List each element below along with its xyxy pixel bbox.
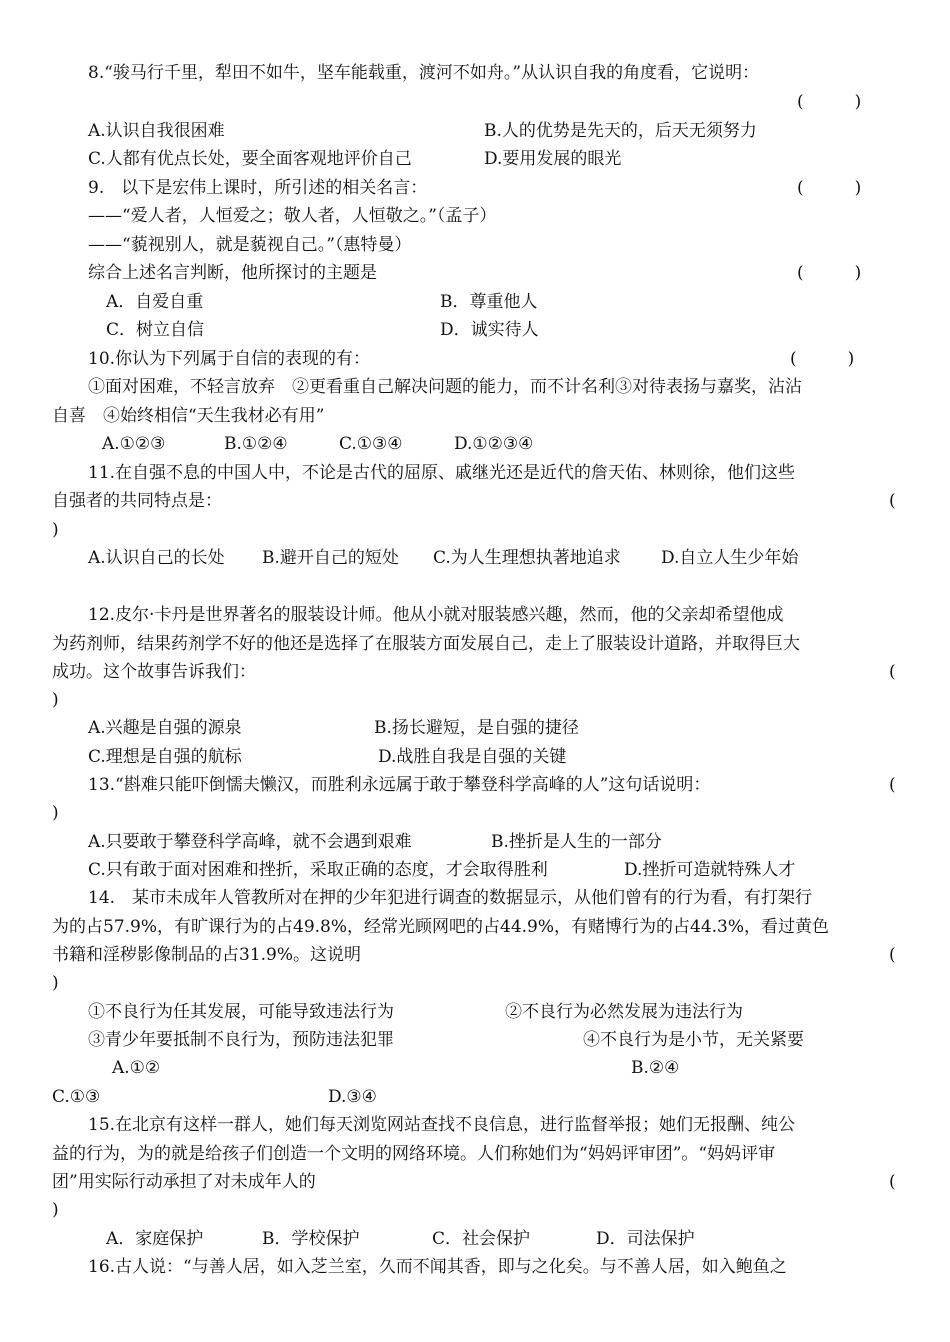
q10-option-d: D.①②③④	[454, 434, 534, 454]
q13-option-d: D.挫折可造就特殊人才	[624, 860, 796, 880]
q12-paren-open: (	[889, 662, 896, 682]
q16-stem: 16.古人说：“与善人居，如入芝兰室，久而不闻其香，即与之化矣。与不善人居，如入鲍鱼之	[88, 1257, 787, 1277]
q9-stem: 9. 以下是宏伟上课时，所引述的相关名言：	[88, 178, 428, 198]
q11-stem-line-1: 11.在自强不息的中国人中，不论是古代的屈原、戚继光还是近代的詹天佑、林则徐，他们这些	[88, 463, 796, 483]
q14-option-c: C.①③	[52, 1087, 101, 1107]
q15-stem-line-3: 团”用实际行动承担了对未成年人的	[52, 1172, 316, 1192]
q11-paren-open: (	[889, 491, 896, 511]
q11-option-d: D.自立人生少年始	[661, 548, 799, 568]
q15-paren-close: )	[52, 1200, 59, 1220]
q12-option-b: B.扬长避短，是自强的捷径	[374, 718, 579, 738]
q12-option-d: D.战胜自我是自强的关键	[378, 747, 567, 767]
q14-paren-close: )	[52, 973, 59, 993]
q11-stem-line-2: 自强者的共同特点是：	[52, 491, 222, 511]
q13-stem: 13.“斟难只能吓倒懦夫懒汉，而胜利永远属于敢于攀登科学高峰的人”这句话说明：	[88, 775, 711, 795]
q14-stem-line-1: 14. 某市未成年人管教所对在押的少年犯进行调查的数据显示，从他们曾有的行为看，有打架行	[88, 888, 813, 908]
q15-stem-line-1: 15.在北京有这样一群人，她们每天浏览网站查找不良信息，进行监督举报；她们无报酬、纯公	[88, 1115, 796, 1135]
q8-option-d: D.要用发展的眼光	[484, 149, 622, 169]
q14-stem-line-3: 书籍和淫秽影像制品的占31.9%。这说明	[52, 945, 362, 965]
q9-quote-2: ——“藐视别人，就是藐视自己。”（惠特曼）	[88, 235, 412, 255]
q10-option-a: A.①②③	[102, 434, 166, 454]
q12-option-a: A.兴趣是自强的源泉	[88, 718, 242, 738]
q9-quote-1: ——“爱人者，人恒爱之；敬人者，人恒敬之。”（孟子）	[88, 206, 497, 226]
q15-option-d: D．司法保护	[596, 1229, 695, 1249]
q12-paren-close: )	[52, 690, 59, 710]
q12-stem-line-2: 为药剂师，结果药剂学不好的他还是选择了在服装方面发展自己，走上了服装设计道路，并取得巨大	[52, 634, 800, 654]
q14-option-d: D.③④	[328, 1087, 377, 1107]
q12-stem-line-3: 成功。这个故事告诉我们：	[52, 662, 256, 682]
q14-stem-line-2: 为的占57.9%，有旷课行为的占49.8%，经常光顾网吧的占44.9%，有赌博行为的占44.3%，看过黄色	[52, 917, 830, 937]
q10-answer-paren: ( )	[790, 349, 855, 369]
q11-paren-close: )	[52, 520, 59, 540]
q8-stem: 8.“骏马行千里，犁田不如牛，坚车能载重，渡河不如舟。”从认识自我的角度看，它说明：	[88, 63, 760, 83]
q13-option-b: B.挫折是人生的一部分	[491, 832, 662, 852]
q9-answer-paren: ( )	[797, 178, 862, 198]
q13-paren-open: (	[889, 775, 896, 795]
q14-paren-open: (	[889, 945, 896, 965]
q14-statement-4: ④不良行为是小节，无关紧要	[583, 1030, 804, 1050]
q10-option-b: B.①②④	[224, 434, 288, 454]
q15-option-a: A．家庭保护	[106, 1229, 204, 1249]
q9-option-d: D．诚实待人	[440, 320, 539, 340]
q12-stem-line-1: 12.皮尔·卡丹是世界著名的服装设计师。他从小就对服装感兴趣，然而，他的父亲却希望他成	[88, 605, 784, 625]
q15-paren-open: (	[889, 1172, 896, 1192]
q12-option-c: C.理想是自强的航标	[88, 747, 242, 767]
q14-statement-1: ①不良行为任其发展，可能导致违法行为	[88, 1002, 394, 1022]
q10-statements-line-2: 自喜 ④始终相信“天生我材必有用”	[52, 406, 325, 426]
q11-option-c: C.为人生理想执著地追求	[433, 548, 621, 568]
q8-answer-paren: ( )	[797, 92, 862, 112]
q13-paren-close: )	[52, 803, 59, 823]
q14-option-b: B.②④	[631, 1058, 680, 1078]
q8-option-a: A.认识自我很困难	[88, 121, 225, 141]
q11-option-a: A.认识自己的长处	[88, 548, 225, 568]
q10-statements-line-1: ①面对困难，不轻言放弃 ②更看重自己解决问题的能力，而不计名利③对待表扬与嘉奖，沾沾	[88, 377, 802, 397]
q8-option-b: B.人的优势是先天的，后天无须努力	[484, 121, 757, 141]
q13-option-c: C.只有敢于面对困难和挫折，采取正确的态度，才会取得胜利	[88, 860, 548, 880]
q10-option-c: C.①③④	[339, 434, 403, 454]
q9-option-b: B．尊重他人	[440, 292, 538, 312]
q15-option-c: C．社会保护	[432, 1229, 531, 1249]
q15-option-b: B．学校保护	[262, 1229, 360, 1249]
q14-statement-2: ②不良行为必然发展为违法行为	[505, 1002, 743, 1022]
q9-answer-paren-2: ( )	[797, 263, 862, 283]
q10-stem: 10.你认为下列属于自信的表现的有：	[88, 349, 371, 369]
q11-option-b: B.避开自己的短处	[262, 548, 399, 568]
q15-stem-line-2: 益的行为，为的就是给孩子们创造一个文明的网络环境。人们称她们为“妈妈评审团”。“妈妈评审	[52, 1144, 776, 1164]
q14-statement-3: ③青少年要抵制不良行为，预防违法犯罪	[88, 1030, 394, 1050]
q9-option-c: C．树立自信	[106, 320, 205, 340]
q8-option-c: C.人都有优点长处，要全面客观地评价自己	[88, 149, 412, 169]
q14-option-a: A.①②	[112, 1058, 161, 1078]
q13-option-a: A.只要敢于攀登科学高峰，就不会遇到艰难	[88, 832, 412, 852]
q9-option-a: A．自爱自重	[106, 292, 204, 312]
q9-stem-2: 综合上述名言判断，他所探讨的主题是	[88, 263, 377, 283]
